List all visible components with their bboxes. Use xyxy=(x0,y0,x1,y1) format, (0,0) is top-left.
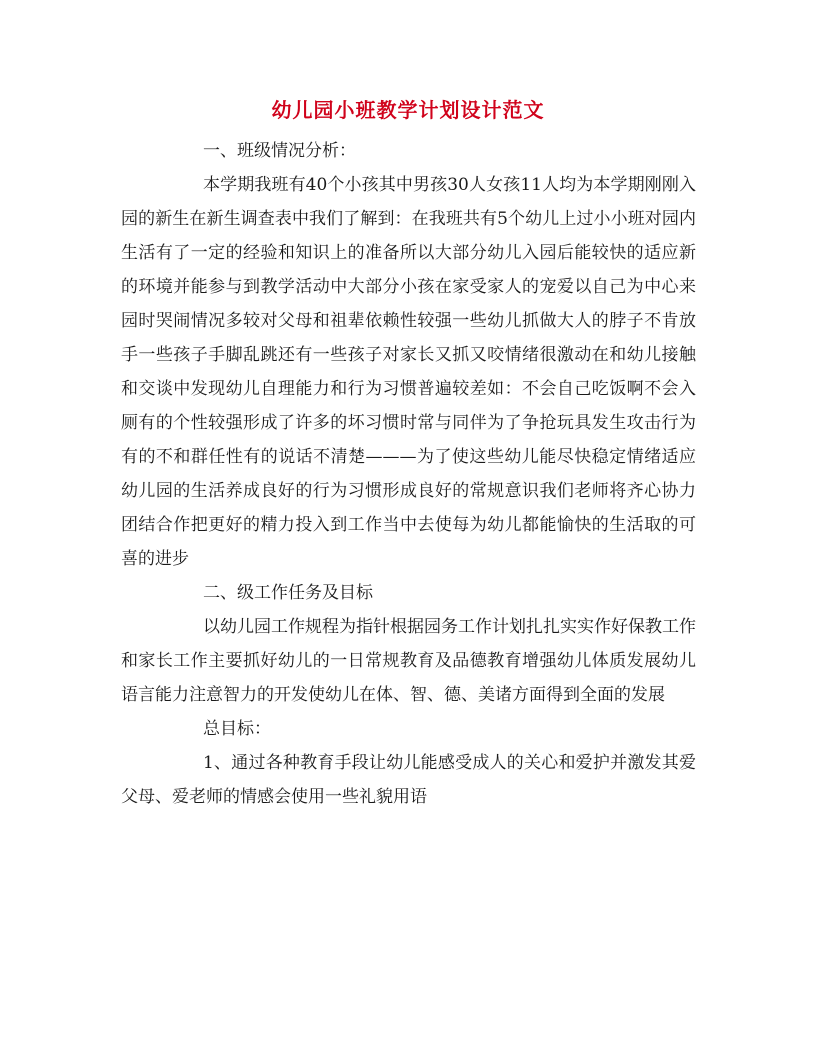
section-1-paragraph: 本学期我班有40个小孩其中男孩30人女孩11人均为本学期刚刚入园的新生在新生调查表中我们了解到：在我班共有5个幼儿上过小小班对园内生活有了一定的经验和知识上的准备所以大部分幼儿入园后能较快的适应新的环境并能参与到教学活动中大部分小孩在家受家人的宠爱以自己为中心来园时哭闹情况多较对父母和祖辈依赖性较强一些幼儿抓做大人的脖子不肯放手一些孩子手脚乱跳还有一些孩子对家长又抓又咬情绪很激动在和幼儿接触和交谈中发现幼儿自理能力和行为习惯普遍较差如：不会自己吃饭啊不会入厕有的个性较强形成了许多的坏习惯时常与同伴为了争抢玩具发生攻击行为有的不和群任性有的说话不清楚———为了使这些幼儿能尽快稳定情绪适应幼儿园的生活养成良好的行为习惯形成良好的常规意识我们老师将齐心协力团结合作把更好的精力投入到工作当中去使每为幼儿都能愉快的生活取的可喜的进步 xyxy=(121,175,696,569)
section-2-paragraph: 以幼儿园工作规程为指针根据园务工作计划扎扎实实作好保教工作和家长工作主要抓好幼儿的一日常规教育及品德教育增强幼儿体质发展幼儿语言能力注意智力的开发使幼儿在体、智、德、美诸方面得到全面的发展 xyxy=(121,617,696,705)
goals-heading: 总目标： xyxy=(203,719,271,739)
document-title: 幼儿园小班教学计划设计范文 xyxy=(271,98,545,122)
goal-item-1: 1、通过各种教育手段让幼儿能感受成人的关心和爱护并激发其爱父母、爱老师的情感会使用一些礼貌用语 xyxy=(121,753,696,807)
section-1-heading: 一、班级情况分析： xyxy=(203,141,356,161)
section-2-heading: 二、级工作任务及目标 xyxy=(203,583,373,603)
document-body xyxy=(121,134,696,814)
